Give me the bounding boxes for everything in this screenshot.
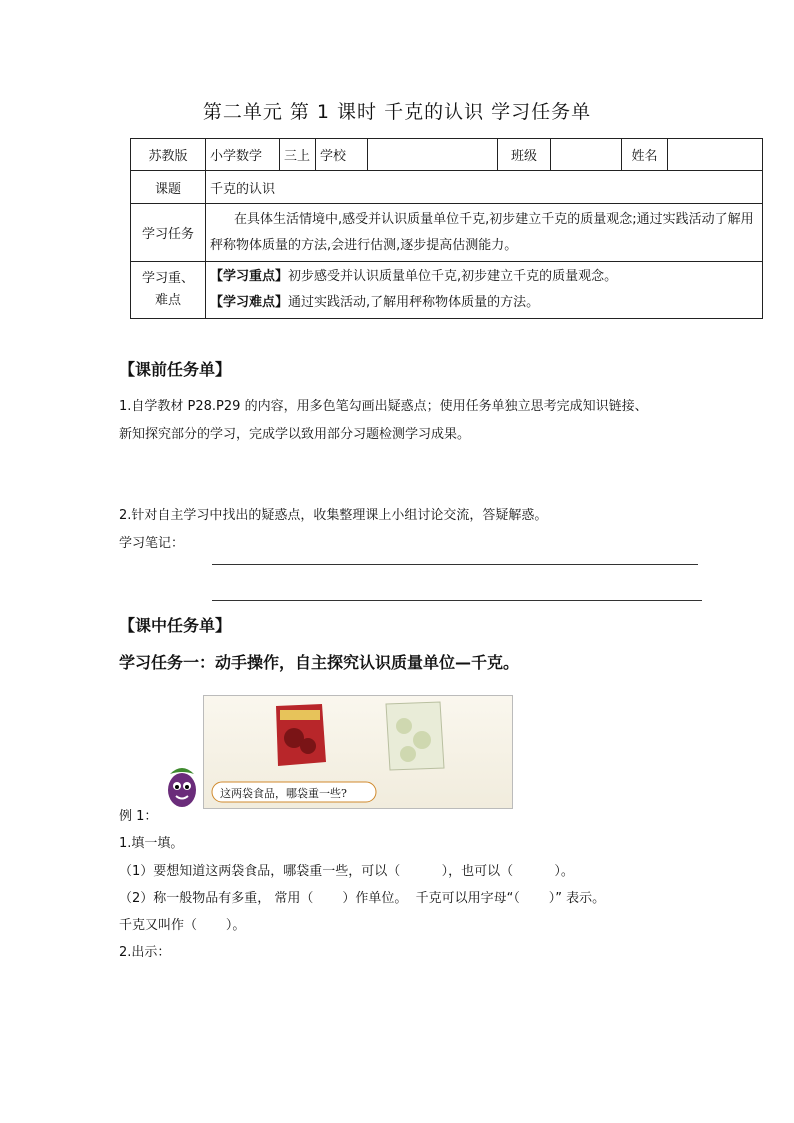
school-label: 学校 [316,139,368,171]
key-points-cell [206,262,763,319]
white-bag-nuts-icon-3 [400,746,416,762]
example-label: 例 1： [119,809,158,824]
topic-label: 课题 [131,171,206,204]
pre-class-item1-line2: 新知探究部分的学习，完成学以致用部分习题检测学习成果。 [119,427,471,442]
subject-cell: 小学数学 [206,139,280,171]
edition-cell: 苏教版 [131,139,206,171]
class-field[interactable] [551,139,622,171]
q1-part3: 千克又叫作（ ）。 [119,918,246,933]
notes-line-1[interactable] [212,564,698,565]
white-bag-nuts-icon [396,718,412,734]
white-bag-nuts-icon-2 [413,731,431,749]
key-label-line1: 学习重、 [141,271,194,286]
red-bag-label-icon [280,710,320,720]
notes-line-2[interactable] [212,600,702,601]
red-bag-beans-icon-2 [300,738,316,754]
class-label: 班级 [498,139,551,171]
notes-label: 学习笔记： [119,536,185,551]
pre-class-item2: 2.针对自主学习中找出的疑惑点，收集整理课上小组讨论交流，答疑解惑。 [119,508,548,523]
food-bags-illustration [203,695,513,809]
key-point-row [210,264,758,290]
task-text: 在具体生活情境中,感受并认识质量单位千克,初步建立千克的质量观念;通过实践活动了解用秤称物体质量的方法,会进行估测,逐步提高估测能力。 [206,204,763,262]
q1-label: 1.填一填。 [119,836,184,851]
eggplant-mascot-icon [160,760,204,810]
pre-class-item1-line1: 1.自学教材 P28.P29 的内容，用多色笔勾画出疑惑点；使用任务单独立思考完成知识链接、 [119,399,648,414]
topic-value: 千克的认识 [206,171,763,204]
difficulty-text: 通过实践活动,了解用秤称物体质量的方法。 [288,295,540,310]
school-field[interactable] [368,139,498,171]
task-label: 学习任务 [131,204,206,262]
q1-part2: （2）称一般物品有多重， 常用（ ）作单位。 千克可以用字母“（ ）” 表示。 [119,891,606,906]
key-label [131,262,206,319]
q2-label: 2.出示： [119,945,171,960]
grade-cell: 三上 [280,139,316,171]
speech-text: 这两袋食品，哪袋重一些? [220,787,347,800]
q1-part1: （1）要想知道这两袋食品，哪袋重一些，可以（ ），也可以（ ）。 [119,864,574,879]
difficulty-tag: 【学习难点】 [210,295,289,310]
in-class-heading: 【课中任务单】 [119,616,232,635]
page-title: 第二单元 第 1 课时 千克的认识 学习任务单 [202,101,592,123]
name-label: 姓名 [622,139,668,171]
key-point-text: 初步感受并认识质量单位千克,初步建立千克的质量观念。 [288,269,618,284]
name-field[interactable] [668,139,763,171]
difficulty-row [210,290,758,316]
pre-class-heading: 【课前任务单】 [119,360,232,379]
task1-heading: 学习任务一：动手操作，自主探究认识质量单位—千克。 [119,653,520,672]
key-label-line2: 难点 [154,293,181,308]
info-table [130,138,763,319]
key-point-tag: 【学习重点】 [210,269,289,284]
